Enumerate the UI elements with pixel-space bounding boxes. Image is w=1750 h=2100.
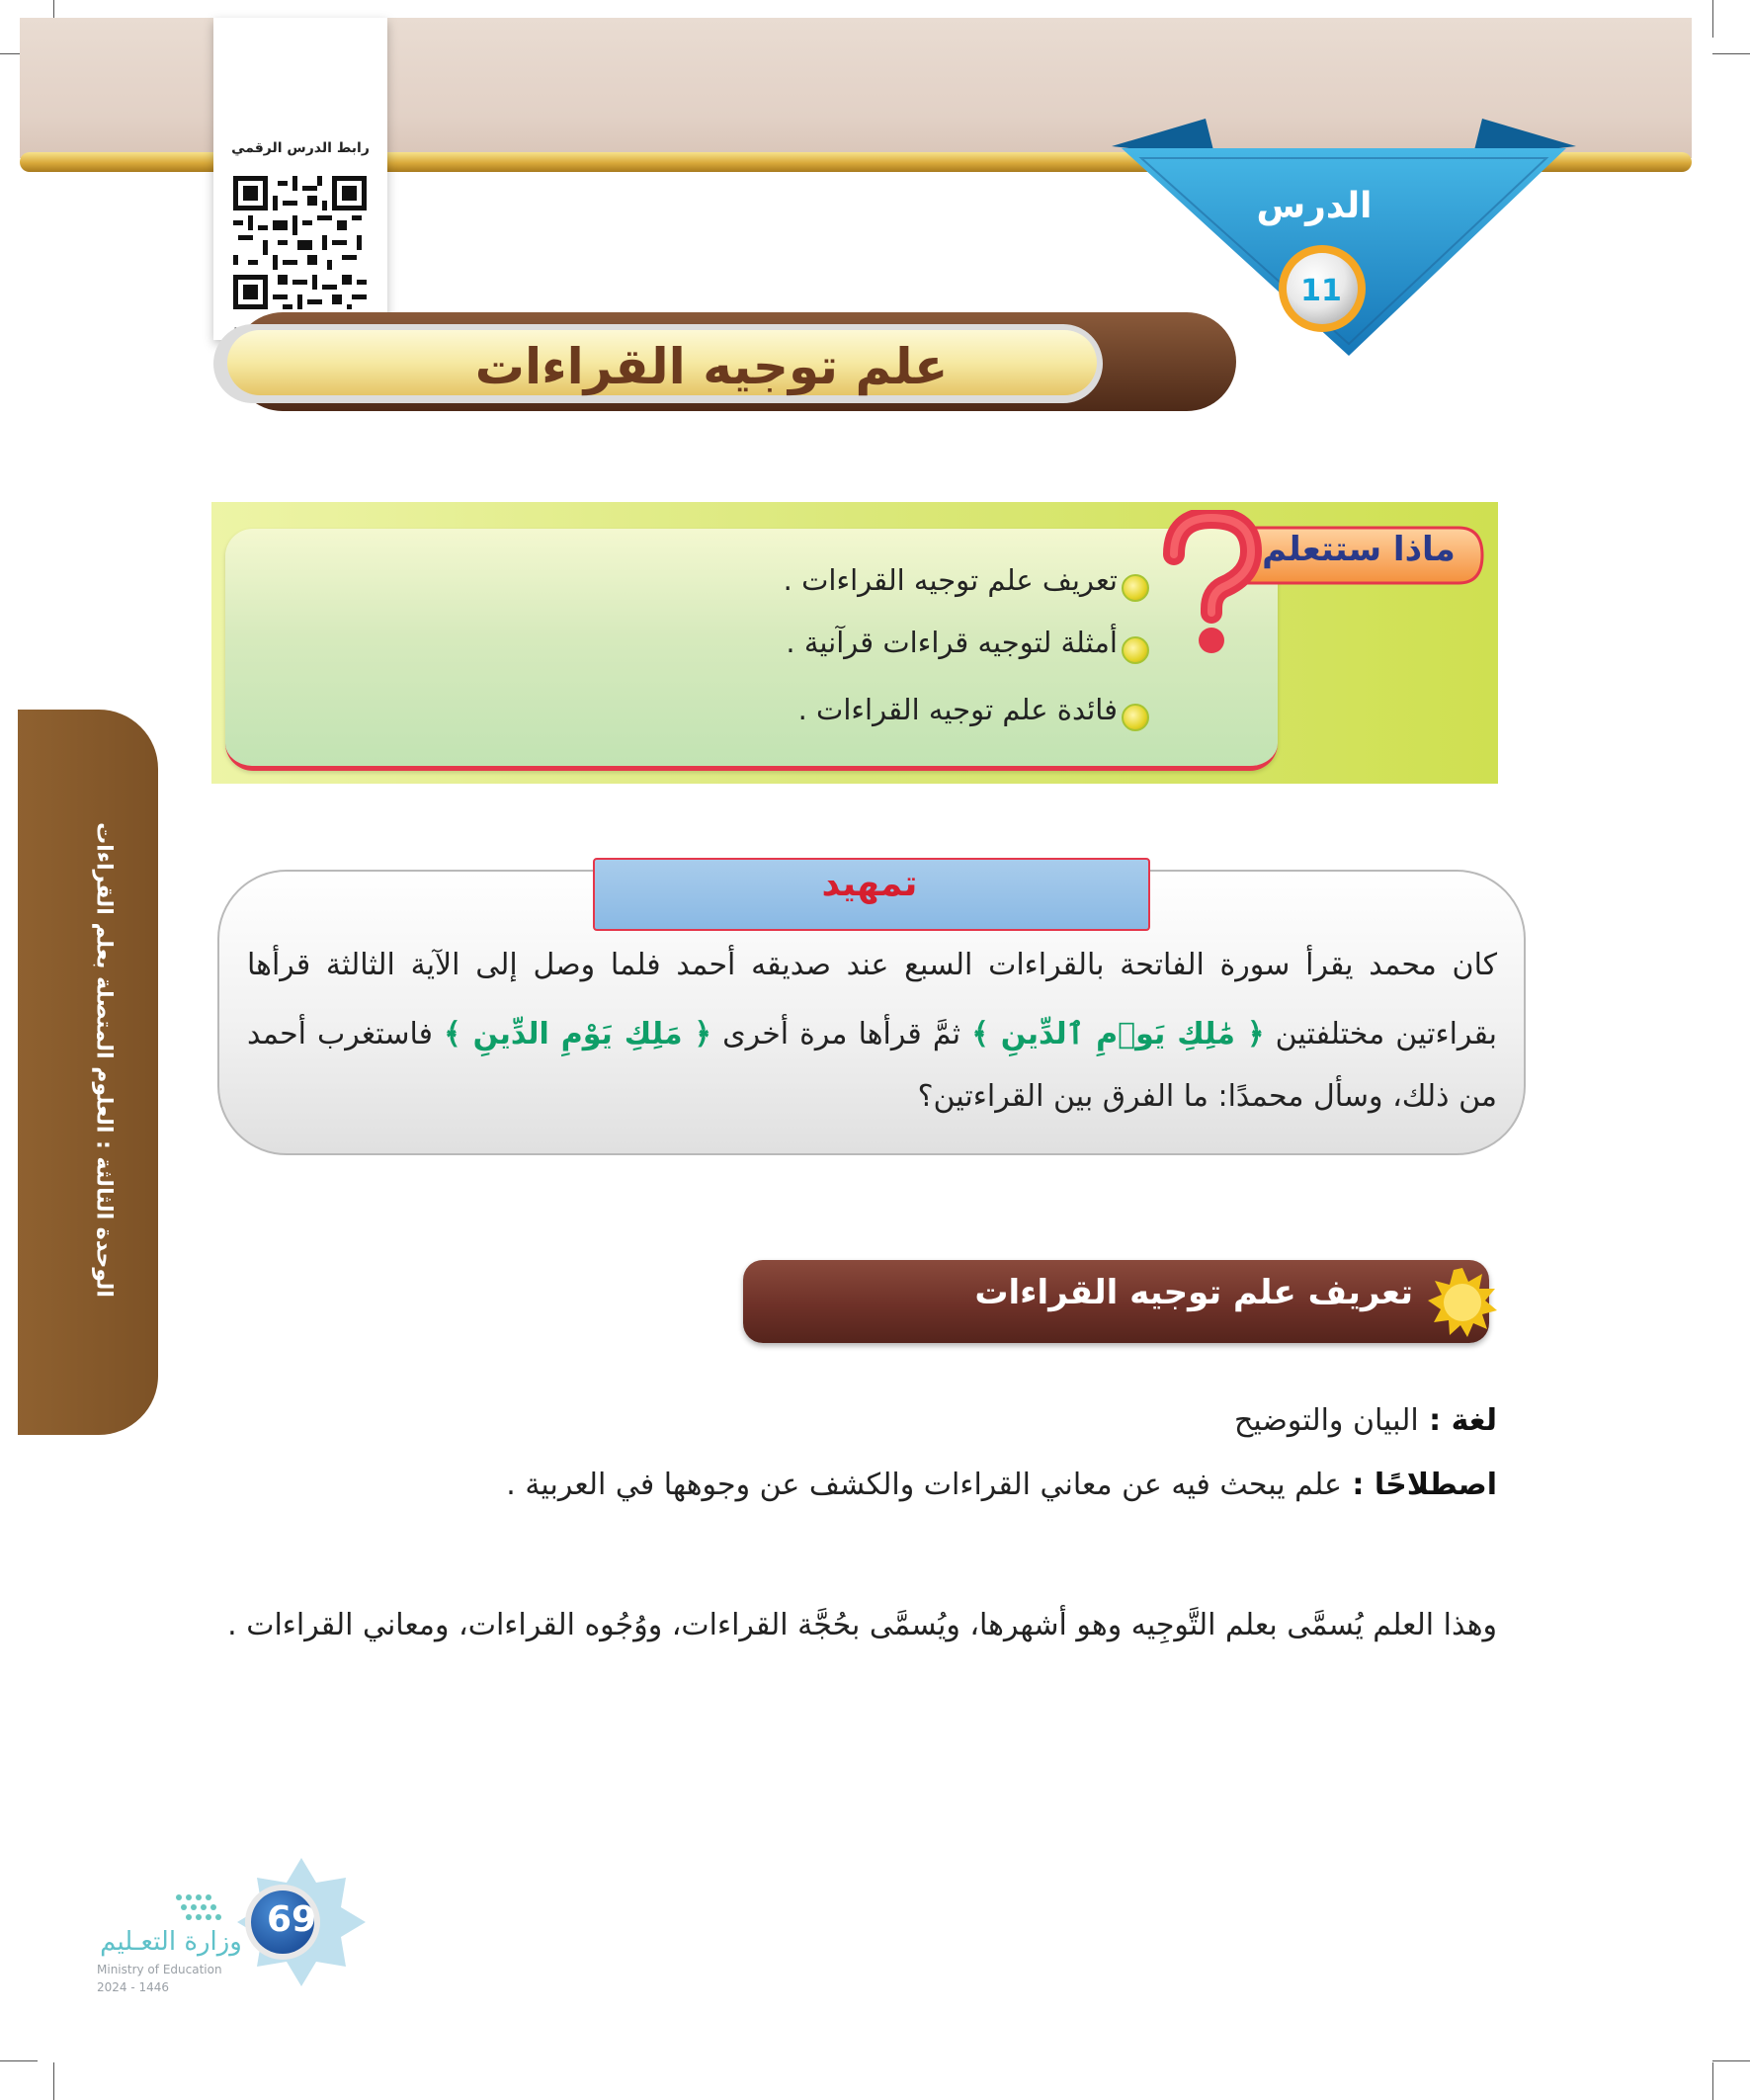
intro-line: كان محمد يقرأ سورة الفاتحة بالقراءات السبع عند صديقه أحمد فلما وصل إلى الآية الثالثة قرأها	[247, 948, 1497, 982]
what-you-learn-heading: ماذا ستتعلم	[1262, 530, 1456, 569]
qr-code-icon[interactable]	[233, 176, 367, 309]
question-mark-icon	[1154, 510, 1263, 658]
intro-text: بقراءتين مختلفتين	[1275, 1017, 1497, 1051]
crop-mark	[53, 2062, 54, 2100]
qr-card[interactable]	[213, 18, 387, 340]
lesson-title: علم توجيه القراءات	[474, 338, 949, 395]
unit-title: الوحدة الثالثة : العلوم المتصلة بعلم القراءات	[91, 822, 117, 1298]
ministry-name-ar: وزارة التعـليم	[100, 1927, 242, 1957]
intro-heading: تمهيد	[821, 864, 918, 904]
definition-linguistic: لغة : البيان والتوضيح	[1234, 1403, 1497, 1438]
intro-text: فاستغرب أحمد	[247, 1017, 433, 1051]
crop-mark	[0, 2060, 38, 2061]
sun-badge-icon	[1428, 1268, 1497, 1337]
naming-paragraph: وهذا العلم يُسمَّى بعلم التَّوجِيه وهو أشهرها، ويُسمَّى بحُجَّة القراءات، ووُجُوه القراءات، ومعاني القراءات .	[227, 1608, 1497, 1642]
unit-side-tab	[18, 710, 158, 1435]
ministry-logo-icon	[173, 1890, 232, 1929]
crop-mark	[1712, 53, 1750, 54]
crop-mark	[1712, 2060, 1750, 2061]
bullet-icon	[1122, 636, 1149, 664]
objective-item: تعريف علم توجيه القراءات .	[783, 563, 1118, 597]
lesson-number: 11	[1300, 274, 1342, 308]
intro-text: ثمَّ قرأها مرة أخرى	[722, 1017, 961, 1051]
definition-technical: اصطلاحًا : علم يبحث فيه عن معاني القراءات والكشف عن وجوهها في العربية .	[506, 1468, 1497, 1502]
definition-text: البيان والتوضيح	[1234, 1403, 1419, 1438]
intro-line	[247, 1013, 1497, 1056]
bullet-icon	[1122, 574, 1149, 602]
definition-text: علم يبحث فيه عن معاني القراءات والكشف عن وجوهها في العربية .	[506, 1468, 1342, 1502]
intro-line: من ذلك، وسأل محمدًا: ما الفرق بين القراءتين؟	[917, 1079, 1497, 1114]
page-number: 69	[266, 1899, 317, 1940]
quran-verse: ﴿ مَٰلِكِ يَوۡمِ ٱلدِّينِ ﴾	[971, 1017, 1265, 1051]
bullet-icon	[1122, 704, 1149, 731]
crop-mark	[1712, 0, 1713, 38]
crop-mark	[1712, 2062, 1713, 2100]
objective-item: فائدة علم توجيه القراءات .	[797, 693, 1118, 726]
definition-term: لغة	[1451, 1403, 1497, 1438]
ministry-year: 2024 - 1446	[97, 1980, 170, 1994]
lesson-label: الدرس	[1256, 186, 1373, 226]
ministry-name-en: Ministry of Education	[97, 1963, 222, 1976]
section-title: تعريف علم توجيه القراءات	[974, 1273, 1413, 1312]
quran-verse: ﴿ مَلِكِ يَوْمِ الدِّينِ ﴾	[444, 1017, 712, 1051]
qr-caption: رابط الدرس الرقمي	[231, 140, 370, 156]
objective-item: أمثلة لتوجيه قراءات قرآنية .	[786, 626, 1118, 659]
definition-term: اصطلاحًا	[1374, 1468, 1497, 1502]
